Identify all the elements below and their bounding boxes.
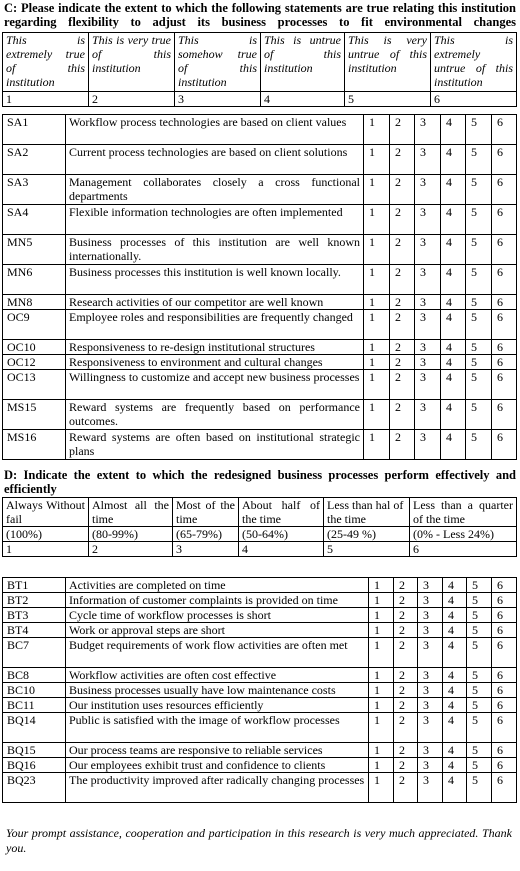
scale-d-label-5: Less than hal of the time	[324, 498, 410, 527]
rating-option-4[interactable]: 4	[443, 773, 467, 803]
question-statement: Current process technologies are based on client solutions	[66, 145, 364, 175]
rating-option-4[interactable]: 4	[443, 638, 467, 668]
scale-d-label-6: Less than a quarter of the time	[410, 498, 517, 527]
rating-option-3[interactable]: 3	[415, 310, 441, 340]
question-row	[3, 265, 517, 295]
rating-option-1[interactable]: 1	[364, 145, 390, 175]
question-code: MS16	[3, 430, 66, 460]
scale-d-label-4: About half of the time	[239, 498, 324, 527]
rating-option-3[interactable]: 3	[418, 743, 443, 758]
question-statement: Our process teams are responsive to reliable services	[66, 743, 369, 758]
question-statement: Reward systems are frequently based on performance outcomes.	[66, 400, 364, 430]
rating-option-4[interactable]: 4	[443, 713, 467, 743]
rating-option-1[interactable]: 1	[364, 295, 390, 310]
rating-option-1[interactable]: 1	[364, 235, 390, 265]
question-row	[3, 668, 517, 683]
question-code: OC9	[3, 310, 66, 340]
section-d-items-table	[2, 577, 517, 803]
scale-d-number-6: 6	[410, 542, 517, 557]
scale-d-range-6: (0% - Less 24%)	[410, 527, 517, 542]
question-code: BQ16	[3, 758, 66, 773]
rating-option-2[interactable]: 2	[394, 623, 418, 638]
scale-c-label-6: This is extremely untrue of this institution	[431, 33, 517, 92]
question-statement: Flexible information technologies are often implemented	[66, 205, 364, 235]
question-row	[3, 578, 517, 593]
rating-option-4[interactable]: 4	[441, 145, 466, 175]
question-row	[3, 593, 517, 608]
question-row	[3, 355, 517, 370]
rating-option-1[interactable]: 1	[369, 638, 394, 668]
question-statement: Work or approval steps are short	[66, 623, 369, 638]
scale-d-label-2: Almost all the time	[89, 498, 173, 527]
rating-option-3[interactable]: 3	[415, 235, 441, 265]
question-row	[3, 430, 517, 460]
rating-option-3[interactable]: 3	[415, 115, 441, 145]
rating-option-1[interactable]: 1	[364, 355, 390, 370]
rating-option-2[interactable]: 2	[390, 310, 415, 340]
scale-c-number-2: 2	[89, 92, 175, 107]
rating-option-6[interactable]: 6	[492, 608, 517, 623]
rating-option-5[interactable]: 5	[467, 668, 492, 683]
question-code: OC10	[3, 340, 66, 355]
question-statement: Management collaborates closely a cross functional departments	[66, 175, 364, 205]
question-statement: Business processes this institution is well known locally.	[66, 265, 364, 295]
rating-option-1[interactable]: 1	[369, 713, 394, 743]
question-code: BQ15	[3, 743, 66, 758]
question-code: BC7	[3, 638, 66, 668]
rating-option-1[interactable]: 1	[369, 593, 394, 608]
question-statement: Activities are completed on time	[66, 578, 369, 593]
question-code: BT2	[3, 593, 66, 608]
rating-option-6[interactable]: 6	[492, 758, 517, 773]
rating-option-1[interactable]: 1	[369, 683, 394, 698]
question-row	[3, 340, 517, 355]
question-row	[3, 145, 517, 175]
rating-option-5[interactable]: 5	[467, 683, 492, 698]
scale-d-range-5: (25-49 %)	[324, 527, 410, 542]
question-row	[3, 758, 517, 773]
rating-option-1[interactable]: 1	[364, 115, 390, 145]
question-row	[3, 310, 517, 340]
rating-option-6[interactable]: 6	[492, 235, 517, 265]
question-statement: Our institution uses resources efficiently	[66, 698, 369, 713]
rating-option-6[interactable]: 6	[492, 400, 517, 430]
rating-option-4[interactable]: 4	[443, 698, 467, 713]
rating-option-5[interactable]: 5	[467, 713, 492, 743]
scale-d-range-2: (80-99%)	[89, 527, 173, 542]
question-statement: Reward systems are often based on institutional strategic plans	[66, 430, 364, 460]
rating-option-3[interactable]: 3	[415, 205, 441, 235]
rating-option-2[interactable]: 2	[394, 638, 418, 668]
question-statement: Business processes usually have low maintenance costs	[66, 683, 369, 698]
section-d-scale-table	[2, 497, 517, 557]
rating-option-4[interactable]: 4	[443, 758, 467, 773]
rating-option-4[interactable]: 4	[441, 115, 466, 145]
rating-option-4[interactable]: 4	[441, 265, 466, 295]
question-row	[3, 295, 517, 310]
scale-c-label-5: This is very untrue of this institution	[345, 33, 431, 92]
rating-option-2[interactable]: 2	[390, 370, 415, 400]
rating-option-2[interactable]: 2	[390, 340, 415, 355]
section-c-items-table	[2, 114, 517, 460]
rating-option-6[interactable]: 6	[492, 310, 517, 340]
question-statement: Budget requirements of work flow activities are often met	[66, 638, 369, 668]
rating-option-1[interactable]: 1	[364, 205, 390, 235]
rating-option-6[interactable]: 6	[492, 205, 517, 235]
rating-option-1[interactable]: 1	[364, 400, 390, 430]
rating-option-5[interactable]: 5	[466, 355, 492, 370]
rating-option-3[interactable]: 3	[418, 638, 443, 668]
rating-option-1[interactable]: 1	[369, 773, 394, 803]
question-code: MS15	[3, 400, 66, 430]
rating-option-6[interactable]: 6	[492, 593, 517, 608]
rating-option-2[interactable]: 2	[394, 773, 418, 803]
rating-option-5[interactable]: 5	[466, 145, 492, 175]
rating-option-5[interactable]: 5	[466, 370, 492, 400]
rating-option-6[interactable]: 6	[492, 295, 517, 310]
rating-option-2[interactable]: 2	[390, 175, 415, 205]
scale-d-range-3: (65-79%)	[173, 527, 239, 542]
scale-d-label-1: Always Without fail	[3, 498, 89, 527]
rating-option-4[interactable]: 4	[441, 205, 466, 235]
question-row	[3, 623, 517, 638]
rating-option-6[interactable]: 6	[492, 623, 517, 638]
rating-option-6[interactable]: 6	[492, 115, 517, 145]
rating-option-3[interactable]: 3	[415, 400, 441, 430]
rating-option-3[interactable]: 3	[418, 668, 443, 683]
rating-option-1[interactable]: 1	[369, 743, 394, 758]
scale-d-label-3: Most of the time	[173, 498, 239, 527]
rating-option-1[interactable]: 1	[364, 340, 390, 355]
question-statement: Workflow process technologies are based on client values	[66, 115, 364, 145]
rating-option-3[interactable]: 3	[415, 175, 441, 205]
rating-option-6[interactable]: 6	[492, 578, 517, 593]
rating-option-4[interactable]: 4	[443, 668, 467, 683]
rating-option-3[interactable]: 3	[418, 713, 443, 743]
rating-option-6[interactable]: 6	[492, 638, 517, 668]
question-code: SA1	[3, 115, 66, 145]
rating-option-1[interactable]: 1	[369, 608, 394, 623]
question-code: BC8	[3, 668, 66, 683]
question-code: MN5	[3, 235, 66, 265]
question-code: BQ23	[3, 773, 66, 803]
question-row	[3, 370, 517, 400]
scale-c-label-4: This is untrue of this institution	[261, 33, 345, 92]
rating-option-5[interactable]: 5	[466, 310, 492, 340]
rating-option-2[interactable]: 2	[390, 145, 415, 175]
rating-option-4[interactable]: 4	[441, 295, 466, 310]
rating-option-4[interactable]: 4	[443, 683, 467, 698]
rating-option-2[interactable]: 2	[394, 743, 418, 758]
section-c-scale-table	[2, 32, 517, 107]
rating-option-5[interactable]: 5	[467, 773, 492, 803]
rating-option-6[interactable]: 6	[492, 698, 517, 713]
question-row	[3, 773, 517, 803]
rating-option-5[interactable]: 5	[466, 400, 492, 430]
rating-option-5[interactable]: 5	[466, 175, 492, 205]
rating-option-5[interactable]: 5	[466, 295, 492, 310]
question-row	[3, 683, 517, 698]
rating-option-3[interactable]: 3	[415, 355, 441, 370]
rating-option-3[interactable]: 3	[418, 578, 443, 593]
question-row	[3, 235, 517, 265]
scale-d-number-1: 1	[3, 542, 89, 557]
rating-option-4[interactable]: 4	[441, 355, 466, 370]
question-code: BC11	[3, 698, 66, 713]
section-d-heading: D: Indicate the extent to which the redesigned business processes perform effectively and efficiently	[4, 468, 516, 496]
question-statement: Information of customer complaints is provided on time	[66, 593, 369, 608]
rating-option-3[interactable]: 3	[418, 758, 443, 773]
rating-option-4[interactable]: 4	[441, 235, 466, 265]
scale-d-range-4: (50-64%)	[239, 527, 324, 542]
rating-option-2[interactable]: 2	[394, 608, 418, 623]
rating-option-5[interactable]: 5	[466, 205, 492, 235]
rating-option-3[interactable]: 3	[415, 295, 441, 310]
rating-option-2[interactable]: 2	[390, 205, 415, 235]
rating-option-2[interactable]: 2	[390, 115, 415, 145]
rating-option-4[interactable]: 4	[441, 340, 466, 355]
rating-option-3[interactable]: 3	[418, 773, 443, 803]
question-row	[3, 608, 517, 623]
rating-option-6[interactable]: 6	[492, 340, 517, 355]
rating-option-6[interactable]: 6	[492, 668, 517, 683]
rating-option-1[interactable]: 1	[369, 668, 394, 683]
scale-d-number-4: 4	[239, 542, 324, 557]
rating-option-4[interactable]: 4	[443, 608, 467, 623]
rating-option-6[interactable]: 6	[492, 355, 517, 370]
rating-option-4[interactable]: 4	[441, 430, 466, 460]
question-statement: Cycle time of workflow processes is short	[66, 608, 369, 623]
rating-option-2[interactable]: 2	[390, 235, 415, 265]
rating-option-1[interactable]: 1	[364, 370, 390, 400]
question-row	[3, 743, 517, 758]
rating-option-2[interactable]: 2	[394, 668, 418, 683]
rating-option-5[interactable]: 5	[467, 743, 492, 758]
scale-c-number-4: 4	[261, 92, 345, 107]
rating-option-2[interactable]: 2	[394, 758, 418, 773]
rating-option-2[interactable]: 2	[390, 265, 415, 295]
rating-option-5[interactable]: 5	[467, 638, 492, 668]
question-row	[3, 205, 517, 235]
question-statement: Business processes of this institution are well known internationally.	[66, 235, 364, 265]
rating-option-5[interactable]: 5	[467, 608, 492, 623]
section-c-heading: C: Please indicate the extent to which the following statements are true relating this institution regarding flexibility to adjust its business processes to fit environmental changes	[4, 1, 516, 29]
rating-option-5[interactable]: 5	[467, 758, 492, 773]
rating-option-1[interactable]: 1	[369, 758, 394, 773]
scale-c-number-1: 1	[3, 92, 89, 107]
rating-option-4[interactable]: 4	[441, 175, 466, 205]
rating-option-6[interactable]: 6	[492, 265, 517, 295]
rating-option-3[interactable]: 3	[415, 265, 441, 295]
rating-option-5[interactable]: 5	[467, 593, 492, 608]
rating-option-2[interactable]: 2	[390, 400, 415, 430]
question-code: BC10	[3, 683, 66, 698]
question-row	[3, 400, 517, 430]
question-statement: The productivity improved after radically changing processes	[66, 773, 369, 803]
rating-option-6[interactable]: 6	[492, 683, 517, 698]
rating-option-3[interactable]: 3	[415, 370, 441, 400]
rating-option-2[interactable]: 2	[390, 295, 415, 310]
question-code: OC13	[3, 370, 66, 400]
question-code: BQ14	[3, 713, 66, 743]
rating-option-6[interactable]: 6	[492, 743, 517, 758]
rating-option-2[interactable]: 2	[394, 593, 418, 608]
scale-c-number-3: 3	[175, 92, 261, 107]
rating-option-6[interactable]: 6	[492, 370, 517, 400]
question-code: BT3	[3, 608, 66, 623]
question-row	[3, 713, 517, 743]
question-row	[3, 638, 517, 668]
rating-option-6[interactable]: 6	[492, 430, 517, 460]
rating-option-3[interactable]: 3	[418, 608, 443, 623]
rating-option-3[interactable]: 3	[415, 145, 441, 175]
question-code: MN8	[3, 295, 66, 310]
rating-option-1[interactable]: 1	[364, 175, 390, 205]
scale-c-label-3: This is somehow true of this institution	[175, 33, 261, 92]
question-statement: Employee roles and responsibilities are frequently changed	[66, 310, 364, 340]
question-statement: Responsiveness to re-design institutional structures	[66, 340, 364, 355]
question-code: SA2	[3, 145, 66, 175]
rating-option-2[interactable]: 2	[390, 355, 415, 370]
scale-d-number-2: 2	[89, 542, 173, 557]
rating-option-5[interactable]: 5	[466, 115, 492, 145]
scale-d-number-5: 5	[324, 542, 410, 557]
question-statement: Workflow activities are often cost effective	[66, 668, 369, 683]
question-statement: Our employees exhibit trust and confidence to clients	[66, 758, 369, 773]
scale-c-label-1: This is extremely true of this institution	[3, 33, 89, 92]
rating-option-6[interactable]: 6	[492, 773, 517, 803]
rating-option-1[interactable]: 1	[369, 698, 394, 713]
rating-option-6[interactable]: 6	[492, 175, 517, 205]
rating-option-6[interactable]: 6	[492, 145, 517, 175]
rating-option-5[interactable]: 5	[466, 430, 492, 460]
question-row	[3, 115, 517, 145]
rating-option-4[interactable]: 4	[443, 743, 467, 758]
question-code: SA4	[3, 205, 66, 235]
scale-c-number-6: 6	[431, 92, 517, 107]
question-statement: Research activities of our competitor are well known	[66, 295, 364, 310]
rating-option-3[interactable]: 3	[415, 430, 441, 460]
rating-option-2[interactable]: 2	[394, 698, 418, 713]
rating-option-5[interactable]: 5	[467, 623, 492, 638]
question-statement: Willingness to customize and accept new business processes	[66, 370, 364, 400]
question-statement: Public is satisfied with the image of workflow processes	[66, 713, 369, 743]
rating-option-3[interactable]: 3	[418, 593, 443, 608]
question-code: SA3	[3, 175, 66, 205]
rating-option-2[interactable]: 2	[394, 713, 418, 743]
question-code: BT4	[3, 623, 66, 638]
rating-option-1[interactable]: 1	[364, 310, 390, 340]
question-statement: Responsiveness to environment and cultural changes	[66, 355, 364, 370]
rating-option-5[interactable]: 5	[466, 340, 492, 355]
rating-option-3[interactable]: 3	[415, 340, 441, 355]
rating-option-5[interactable]: 5	[466, 265, 492, 295]
rating-option-4[interactable]: 4	[441, 400, 466, 430]
scale-c-number-5: 5	[345, 92, 431, 107]
scale-c-label-2: This is very true of this institution	[89, 33, 175, 92]
rating-option-5[interactable]: 5	[467, 578, 492, 593]
rating-option-4[interactable]: 4	[443, 578, 467, 593]
scale-d-number-3: 3	[173, 542, 239, 557]
rating-option-4[interactable]: 4	[441, 370, 466, 400]
rating-option-6[interactable]: 6	[492, 713, 517, 743]
rating-option-1[interactable]: 1	[369, 578, 394, 593]
rating-option-5[interactable]: 5	[467, 698, 492, 713]
scale-d-range-1: (100%)	[3, 527, 89, 542]
question-row	[3, 698, 517, 713]
rating-option-3[interactable]: 3	[418, 683, 443, 698]
rating-option-4[interactable]: 4	[443, 593, 467, 608]
rating-option-5[interactable]: 5	[466, 235, 492, 265]
rating-option-1[interactable]: 1	[364, 430, 390, 460]
question-code: BT1	[3, 578, 66, 593]
rating-option-2[interactable]: 2	[394, 578, 418, 593]
rating-option-2[interactable]: 2	[390, 430, 415, 460]
rating-option-1[interactable]: 1	[369, 623, 394, 638]
question-code: MN6	[3, 265, 66, 295]
rating-option-4[interactable]: 4	[441, 310, 466, 340]
rating-option-4[interactable]: 4	[443, 623, 467, 638]
rating-option-1[interactable]: 1	[364, 265, 390, 295]
question-code: OC12	[3, 355, 66, 370]
closing-note: Your prompt assistance, cooperation and participation in this research is very much appreciated. Thank you.	[6, 826, 512, 855]
rating-option-3[interactable]: 3	[418, 698, 443, 713]
question-row	[3, 175, 517, 205]
rating-option-3[interactable]: 3	[418, 623, 443, 638]
rating-option-2[interactable]: 2	[394, 683, 418, 698]
